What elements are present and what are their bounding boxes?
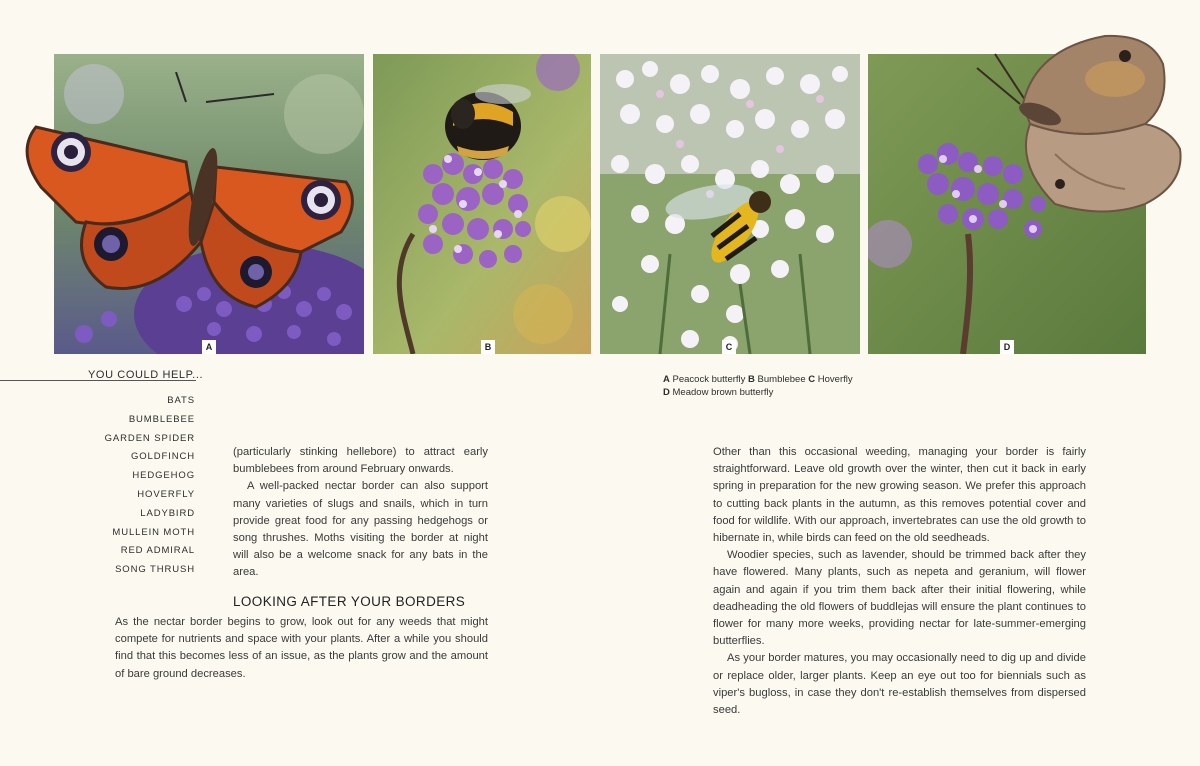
species-item: GARDEN SPIDER [104,432,195,444]
caption-line-1 [663,373,853,386]
right-column [713,444,1086,719]
species-item: BATS [167,395,195,406]
peacock-butterfly-overlay [16,72,361,312]
photo-captions [663,373,853,399]
caption-text: Meadow brown butterfly [672,387,774,398]
photo-letter-tag: A [202,340,216,354]
photo-letter-tag: D [1000,340,1014,354]
species-item: HEDGEHOG [132,470,195,482]
body-paragraph: As the nectar border begins to grow, look out for any weeds that might compete for nutrients and space with your plants. After a while you should find that this becomes less of an issue, as the plants grow and the amount of bare ground decreases. [115,616,488,680]
hoverfly-photo-art [600,54,860,354]
species-item: BUMBLEBEE [128,413,195,425]
body-paragraph: Woodier species, such as lavender, should be trimmed back after they have flowered. Many plants, such as nepeta and geranium, will flower again and again if you trim them back after their initial flowering, while deadheading the old flowers of buddlejas will ensure the plant continues to flower for many more weeks, providing nectar for late-summer-emerging butterflies. [713,549,1086,648]
caption-text: Hoverfly [817,374,853,385]
meadow-brown-butterfly-overlay [975,34,1190,219]
species-item: MULLEIN MOTH [112,526,195,538]
species-item: HOVERFLY [137,488,195,500]
sidebar-title: YOU COULD HELP... [88,369,204,381]
body-paragraph: A well-packed nectar border can also support many varieties of slugs and snails, which in turn provide great food for any passing hedgehogs or song thrushes. Moths visiting the border at night will also be a welcome snack for any bats in the area. [233,480,488,579]
caption-letter: A [663,374,670,385]
body-paragraph: As your border matures, you may occasionally need to dig up and divide or replace older, larger plants. Keep an eye out too for biennials such as viper's bugloss, in case they don't re-establish themselves from dispersed seed. [713,652,1086,717]
body-paragraph: (particularly stinking hellebore) to attract early bumblebees from around February onwards. [233,446,488,476]
photo-hoverfly [600,54,860,354]
left-column-top [233,444,488,582]
section-heading: LOOKING AFTER YOUR BORDERS [233,594,466,609]
caption-letter: B [748,374,755,385]
caption-text: Peacock butterfly [672,374,746,385]
caption-text: Bumblebee [757,374,806,385]
bumblebee-photo-art [373,54,591,354]
caption-letter: D [663,387,670,398]
photo-bumblebee [373,54,591,354]
species-list [60,392,195,580]
species-item: GOLDFINCH [130,451,195,463]
species-item: LADYBIRD [140,507,195,519]
photo-letter-tag: C [722,340,736,354]
left-column-bottom [115,614,488,683]
species-item: SONG THRUSH [115,564,195,576]
species-item: RED ADMIRAL [120,545,195,557]
caption-letter: C [808,374,816,385]
photo-letter-tag: B [481,340,495,354]
body-paragraph: Other than this occasional weeding, managing your border is fairly straightforward. Leave old growth over the winter, then cut it back in early spring in preparation for the new growing season. We prefer this approach to cutting back plants in the autumn, as this removes potential cover and food for wildlife. With our approach, invertebrates can use the old growth to hibernate in, while birds can feed on the old seedheads. [713,446,1086,545]
caption-line-2 [663,386,853,399]
